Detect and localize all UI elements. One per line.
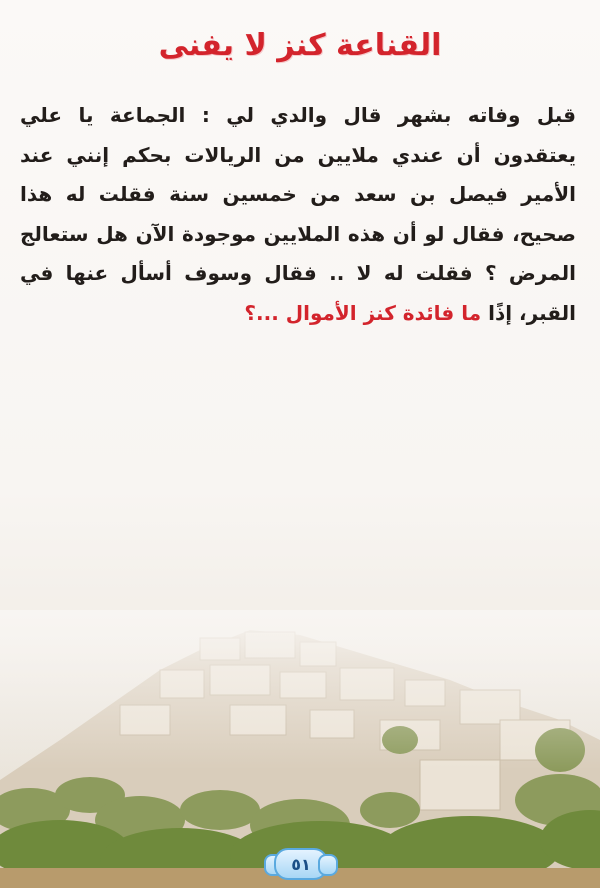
page-number-badge [262, 846, 340, 882]
paragraph-main-text: قبل وفاته بشهر قال والدي لي : الجماعة يا علي يعتقدون أن عندي ملايين من الريالات بحكم إنني عند الأمير فيصل بن سعد من خمسين سنة فقلت له هذا صحيح، فقال لو أن هذه الملايين موجودة الآن هل ستعالج المرض ؟ فقلت له لا .. فقال وسوف أسأل عنها في القبر، إذًا [20, 103, 576, 325]
page-number: ٥١ [274, 848, 328, 880]
badge-right-cap [318, 854, 338, 876]
page-title: القناعة كنز لا يفنى [158, 28, 442, 63]
paragraph-highlight-text: ما فائدة كنز الأموال ...؟ [244, 300, 482, 325]
body-paragraph [20, 96, 576, 333]
